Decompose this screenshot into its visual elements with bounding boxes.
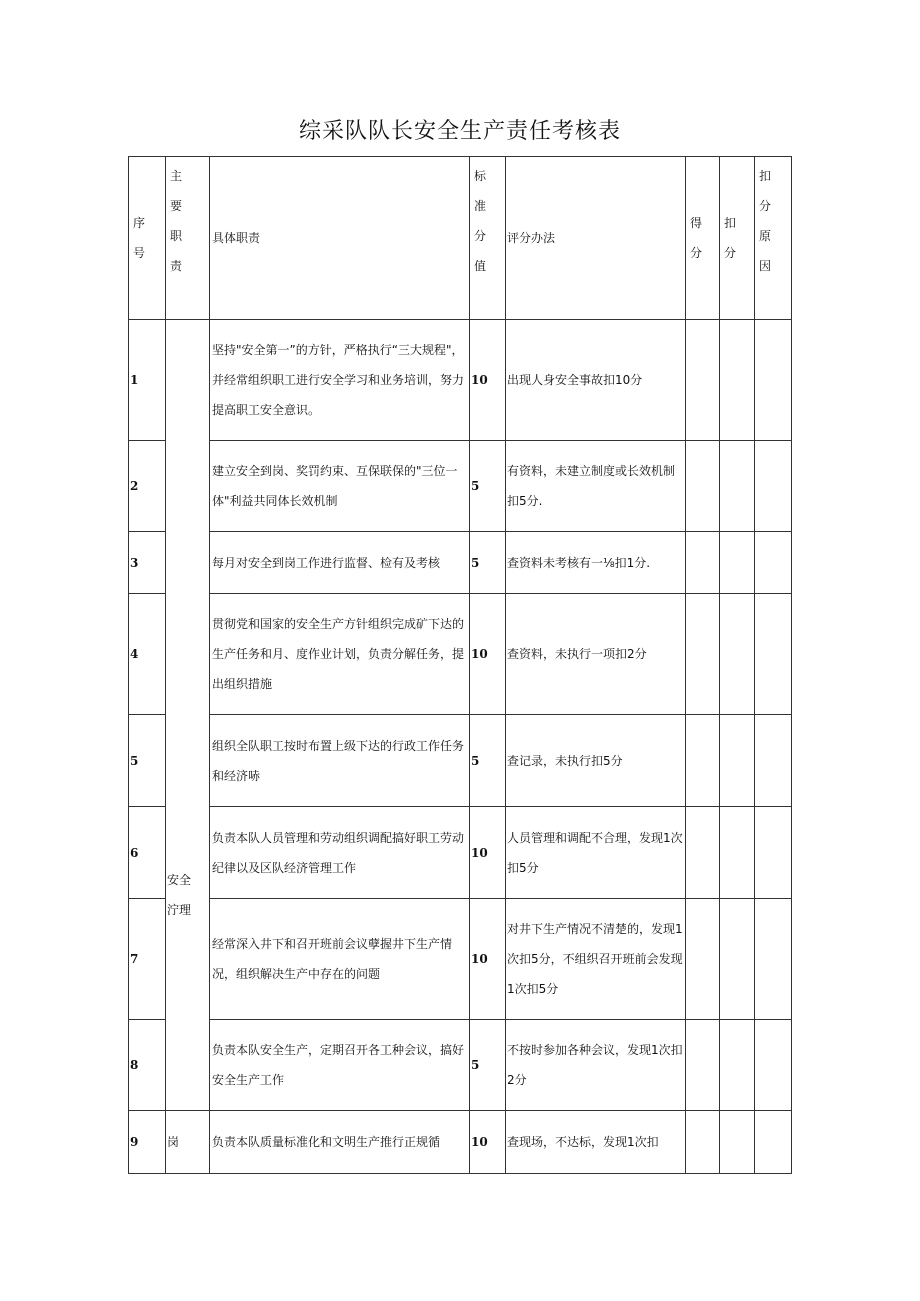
row-reason-cell[interactable] bbox=[755, 320, 792, 441]
table-row bbox=[129, 715, 792, 807]
row-std: 10 bbox=[470, 807, 506, 899]
row-no: 5 bbox=[129, 715, 166, 807]
table-row bbox=[129, 320, 792, 441]
row-duty: 负责本队人员管理和劳动组织调配搞好职工劳动纪律以及区队经济管理工作 bbox=[210, 807, 470, 899]
row-std: 10 bbox=[470, 1111, 506, 1174]
row-method: 查资料，未执行一项扣2分 bbox=[506, 594, 686, 715]
row-duty: 负责本队安全生产，定期召开各工种会议，搞好安全生产工作 bbox=[210, 1020, 470, 1111]
row-no: 1 bbox=[129, 320, 166, 441]
row-score-cell[interactable] bbox=[686, 1020, 720, 1111]
header-score: 得 分 bbox=[686, 157, 720, 320]
row-deduct-cell[interactable] bbox=[720, 532, 755, 594]
row-duty: 组织全队职工按时布置上级下达的行政工作任务和经济哧 bbox=[210, 715, 470, 807]
row-std: 5 bbox=[470, 1020, 506, 1111]
row-score-cell[interactable] bbox=[686, 320, 720, 441]
row-score-cell[interactable] bbox=[686, 715, 720, 807]
row-score-cell[interactable] bbox=[686, 441, 720, 532]
row-std: 5 bbox=[470, 532, 506, 594]
header-seq: 序 号 bbox=[129, 157, 166, 320]
row-duty: 贯彻党和国家的安全生产方针组织完成矿下达的生产任务和月、度作业计划，负责分解任务，提出组织措施 bbox=[210, 594, 470, 715]
row-duty: 坚持"安全第一”的方针，严格执行“三大规程"，并经常组织职工进行安全学习和业务培训，努力提高职工安全意识。 bbox=[210, 320, 470, 441]
table-row bbox=[129, 899, 792, 1020]
header-row bbox=[129, 157, 792, 320]
row-duty: 每月对安全到岗工作进行监督、检有及考核 bbox=[210, 532, 470, 594]
row-method: 查记录，未执行扣5分 bbox=[506, 715, 686, 807]
row-no: 2 bbox=[129, 441, 166, 532]
table-row bbox=[129, 532, 792, 594]
row-std: 5 bbox=[470, 441, 506, 532]
row-method: 对井下生产情况不清楚的，发现1次扣5分，不组织召开班前会发现1次扣5分 bbox=[506, 899, 686, 1020]
row-score-cell[interactable] bbox=[686, 594, 720, 715]
category-safety: 安全 泞理 bbox=[166, 320, 210, 1111]
header-reason: 扣 分 原 因 bbox=[755, 157, 792, 320]
row-reason-cell[interactable] bbox=[755, 715, 792, 807]
header-std-score: 标 准 分 值 bbox=[470, 157, 506, 320]
row-deduct-cell[interactable] bbox=[720, 1111, 755, 1174]
row-std: 5 bbox=[470, 715, 506, 807]
row-method: 人员管理和调配不合理，发现1次扣5分 bbox=[506, 807, 686, 899]
row-reason-cell[interactable] bbox=[755, 1111, 792, 1174]
row-no: 3 bbox=[129, 532, 166, 594]
row-reason-cell[interactable] bbox=[755, 441, 792, 532]
category-post: 岗 bbox=[166, 1111, 210, 1174]
row-method: 查现场，不达标，发现1次扣 bbox=[506, 1111, 686, 1174]
row-deduct-cell[interactable] bbox=[720, 594, 755, 715]
page-title: 综采队队长安全生产责任考核表 bbox=[298, 119, 621, 144]
row-score-cell[interactable] bbox=[686, 1111, 720, 1174]
row-reason-cell[interactable] bbox=[755, 594, 792, 715]
row-method: 查资料未考核有一⅛扣1分. bbox=[506, 532, 686, 594]
table-row bbox=[129, 1020, 792, 1111]
assessment-table bbox=[128, 156, 792, 1174]
row-deduct-cell[interactable] bbox=[720, 320, 755, 441]
row-no: 7 bbox=[129, 899, 166, 1020]
row-reason-cell[interactable] bbox=[755, 1020, 792, 1111]
row-reason-cell[interactable] bbox=[755, 807, 792, 899]
row-no: 4 bbox=[129, 594, 166, 715]
row-method: 有资料，未建立制度或长效机制扣5分. bbox=[506, 441, 686, 532]
table-row bbox=[129, 1111, 792, 1174]
row-deduct-cell[interactable] bbox=[720, 715, 755, 807]
row-duty: 建立安全到岗、奖罚约束、互保联保的"三位一体"利益共同体长效机制 bbox=[210, 441, 470, 532]
row-score-cell[interactable] bbox=[686, 807, 720, 899]
row-std: 10 bbox=[470, 899, 506, 1020]
row-duty: 经常深入井下和召开班前会议孽握井下生产情况，组织解决生产中存在的问题 bbox=[210, 899, 470, 1020]
header-deduct: 扣 分 bbox=[720, 157, 755, 320]
row-score-cell[interactable] bbox=[686, 899, 720, 1020]
table-row bbox=[129, 441, 792, 532]
row-score-cell[interactable] bbox=[686, 532, 720, 594]
header-method: 评分办法 bbox=[506, 157, 686, 320]
row-method: 不按时参加各种会议，发现1次扣2分 bbox=[506, 1020, 686, 1111]
row-reason-cell[interactable] bbox=[755, 899, 792, 1020]
header-specific-duty: 具体职责 bbox=[210, 157, 470, 320]
header-main-duty: 主 要 职 责 bbox=[166, 157, 210, 320]
row-deduct-cell[interactable] bbox=[720, 899, 755, 1020]
row-no: 9 bbox=[129, 1111, 166, 1174]
row-deduct-cell[interactable] bbox=[720, 441, 755, 532]
row-method: 出现人身安全事故扣10分 bbox=[506, 320, 686, 441]
row-reason-cell[interactable] bbox=[755, 532, 792, 594]
row-std: 10 bbox=[470, 320, 506, 441]
row-std: 10 bbox=[470, 594, 506, 715]
row-no: 8 bbox=[129, 1020, 166, 1111]
row-duty: 负责本队质量标准化和文明生产推行正规循 bbox=[210, 1111, 470, 1174]
table-row bbox=[129, 594, 792, 715]
table-row bbox=[129, 807, 792, 899]
row-deduct-cell[interactable] bbox=[720, 807, 755, 899]
row-deduct-cell[interactable] bbox=[720, 1020, 755, 1111]
row-no: 6 bbox=[129, 807, 166, 899]
